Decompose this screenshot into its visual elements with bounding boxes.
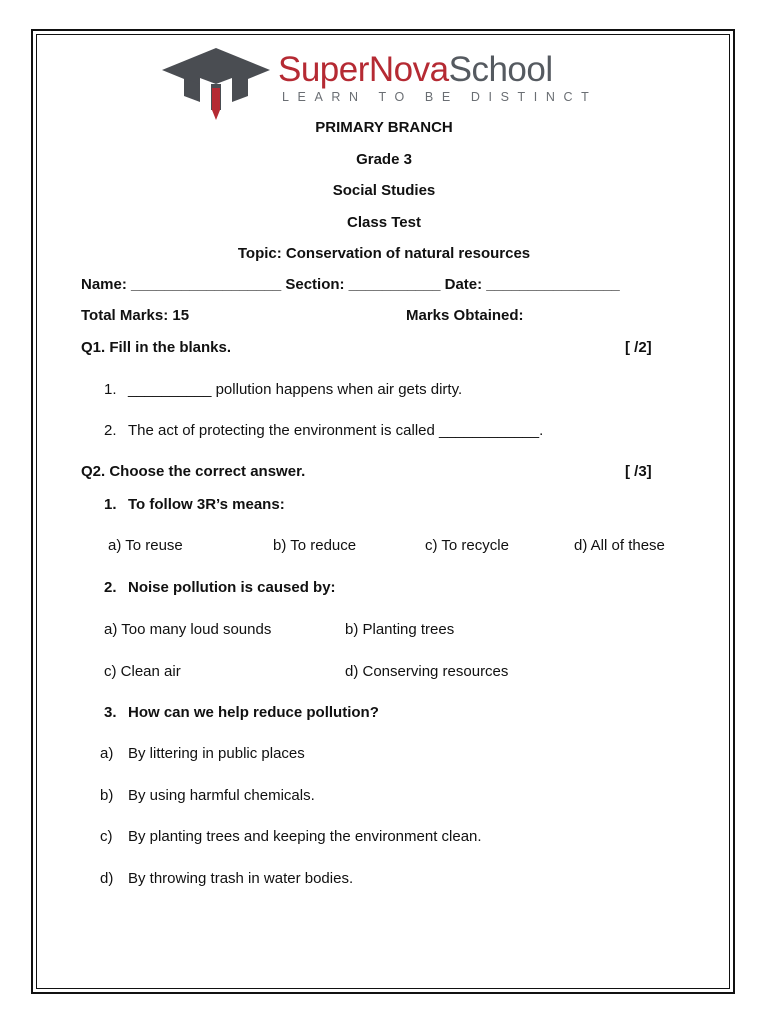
q1-item-1-number: 1.	[104, 381, 117, 398]
q2-sub3-option-a-letter: a)	[100, 745, 114, 762]
q2-sub3-option-a-text: By littering in public places	[128, 745, 305, 762]
q2-sub3-number: 3.	[104, 704, 117, 721]
student-info-line: Name: __________________ Section: ___________ Date: ________________	[81, 276, 620, 293]
q2-sub1-option-d: d) All of these	[574, 537, 665, 554]
q2-sub3-option-d-text: By throwing trash in water bodies.	[128, 870, 354, 887]
marks-obtained: Marks Obtained:	[406, 307, 524, 324]
q2-sub3-option-b-text: By using harmful chemicals.	[128, 787, 315, 804]
grade-heading: Grade 3	[356, 151, 412, 168]
q1-item-2-number: 2.	[104, 422, 117, 439]
q2-sub2-text: Noise pollution is caused by:	[128, 579, 336, 596]
branch-heading: PRIMARY BRANCH	[315, 119, 453, 136]
q2-sub2-option-b: b) Planting trees	[345, 621, 455, 638]
q1-item-2-text: The act of protecting the environment is called ____________.	[128, 422, 544, 439]
q1-item-1-text: __________ pollution happens when air gets dirty.	[128, 381, 463, 398]
q2-sub3-option-d-letter: d)	[100, 870, 114, 887]
q2-sub1-number: 1.	[104, 496, 117, 513]
q2-marks: [ /3]	[625, 463, 652, 480]
test-type-heading: Class Test	[347, 214, 421, 231]
subject-heading: Social Studies	[332, 182, 436, 199]
logo-tagline: LEARN TO BE DISTINCT	[282, 90, 598, 104]
q2-sub2-number: 2.	[104, 579, 117, 596]
q2-sub1-option-b: b) To reduce	[273, 537, 357, 554]
logo-wordmark-part1: SuperNova	[278, 50, 449, 89]
q2-sub3-option-c-letter: c)	[100, 828, 113, 845]
q2-sub1-text: To follow 3R’s means:	[128, 496, 285, 513]
q2-sub3-option-b-letter: b)	[100, 787, 114, 804]
q2-sub3-text: How can we help reduce pollution?	[128, 704, 379, 721]
q1-marks: [ /2]	[625, 339, 652, 356]
total-marks: Total Marks: 15	[81, 307, 190, 324]
q2-sub3-option-c-text: By planting trees and keeping the environment clean.	[128, 828, 482, 845]
topic-heading: Topic: Conservation of natural resources	[237, 245, 531, 262]
q2-sub1-option-c: c) To recycle	[425, 537, 509, 554]
q2-sub2-option-a: a) Too many loud sounds	[104, 621, 272, 638]
graduation-cap-logo-icon	[160, 44, 274, 120]
q2-sub2-option-d: d) Conserving resources	[345, 663, 509, 680]
logo-wordmark	[278, 50, 553, 90]
q1-title: Q1. Fill in the blanks.	[81, 339, 232, 356]
logo-wordmark-part2: School	[448, 50, 553, 89]
q2-sub2-option-c: c) Clean air	[104, 663, 181, 680]
q2-sub1-option-a: a) To reuse	[108, 537, 183, 554]
q2-title: Q2. Choose the correct answer.	[81, 463, 306, 480]
